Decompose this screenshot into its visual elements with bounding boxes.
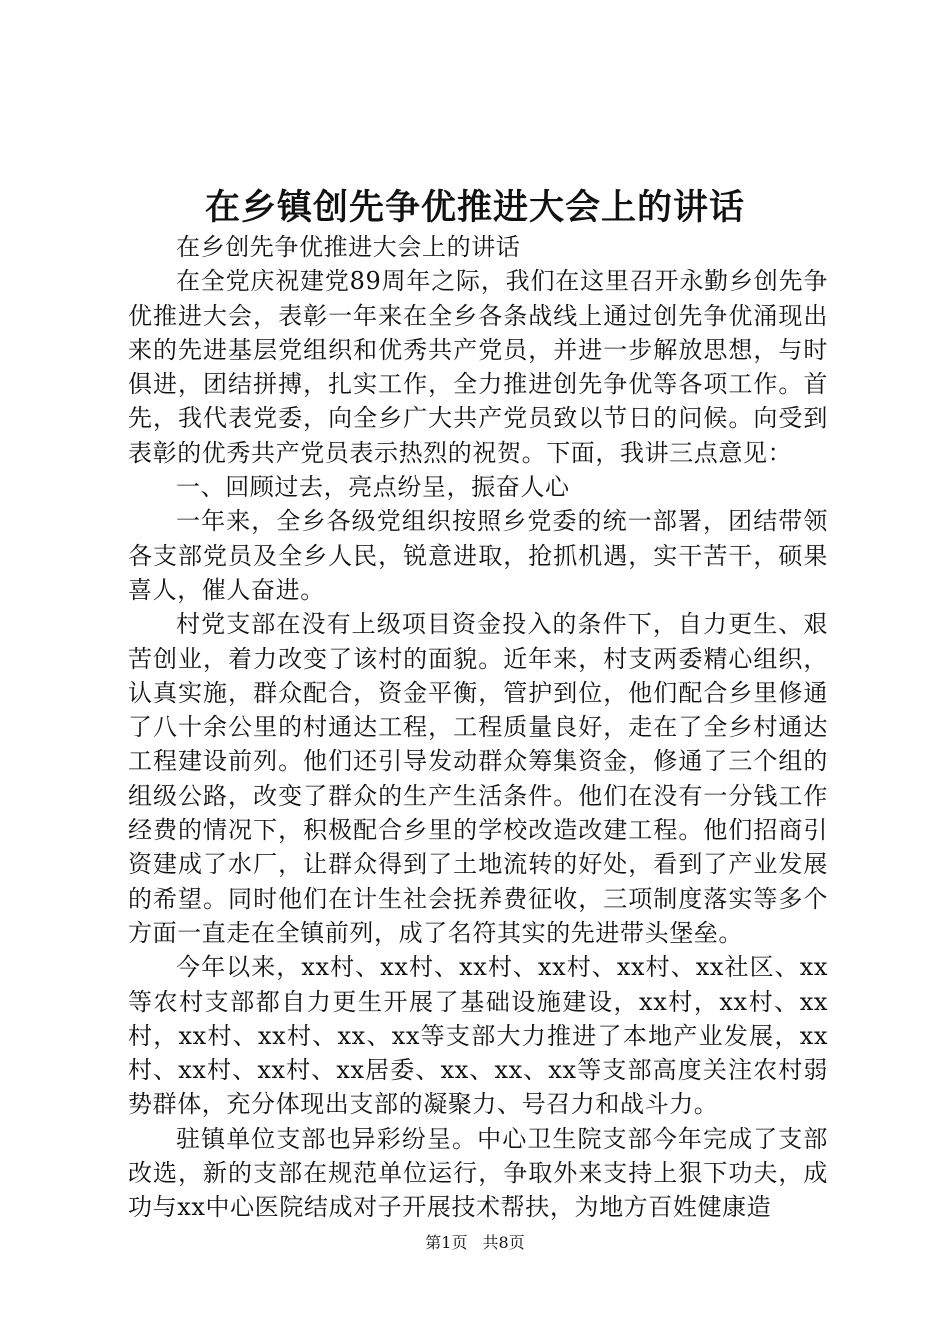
body-paragraph: 今年以来，xx村、xx村、xx村、xx村、xx村、xx社区、xx等农村支部都自力更生开展了基础设施建设，xx村，xx村、xx村，xx村、xx村、xx、xx等支部大力推进了本地产业发展，xx村、xx村、xx村、xx居委、xx、xx、xx等支部高度关注农村弱势群体，充分体现出支部的凝聚力、号召力和战斗力。 bbox=[128, 953, 828, 1119]
document-body bbox=[128, 230, 828, 1225]
document-title: 在乡镇创先争优推进大会上的讲话 bbox=[204, 187, 745, 228]
section-heading: 一、回顾过去，亮点纷呈，振奋人心 bbox=[176, 473, 570, 502]
intro-paragraph: 在全党庆祝建党89周年之际，我们在这里召开永勤乡创先争优推进大会，表彰一年来在全乡各条战线上通过创先争优涌现出来的先进基层党组织和优秀共产党员，并进一步解放思想，与时俱进，团结拼搏，扎实工作，全力推进创先争优等各项工作。首先，我代表党委，向全乡广大共产党员致以节日的问候。向受到表彰的优秀共产党员表示热烈的祝贺。下面，我讲三点意见： bbox=[128, 267, 828, 467]
page-footer bbox=[0, 1232, 950, 1254]
body-paragraph: 驻镇单位支部也异彩纷呈。中心卫生院支部今年完成了支部改选，新的支部在规范单位运行，争取外来支持上狠下功夫，成功与xx中心医院结成对子开展技术帮扶，为地方百姓健康造 bbox=[128, 1124, 828, 1222]
page-number: 第1页 bbox=[425, 1233, 468, 1252]
page-total: 共8页 bbox=[482, 1233, 525, 1252]
subtitle-paragraph: 在乡创先争优推进大会上的讲话 bbox=[176, 233, 521, 261]
body-paragraph: 村党支部在没有上级项目资金投入的条件下，自力更生、艰苦创业，着力改变了该村的面貌。近年来，村支两委精心组织，认真实施，群众配合，资金平衡，管护到位，他们配合乡里修通了八十余公里的村通达工程，工程质量良好，走在了全乡村通达工程建设前列。他们还引导发动群众筹集资金，修通了三个组的组级公路，改变了群众的生产生活条件。他们在没有一分钱工作经费的情况下，积极配合乡里的学校改造改建工程。他们招商引资建成了水厂，让群众得到了土地流转的好处，看到了产业发展的希望。同时他们在计生社会抚养费征收，三项制度落实等多个方面一直走在全镇前列，成了名符其实的先进带头堡垒。 bbox=[128, 610, 828, 947]
body-paragraph: 一年来，全乡各级党组织按照乡党委的统一部署，团结带领各支部党员及全乡人民，锐意进取，抢抓机遇，实干苦干，硕果喜人，催人奋进。 bbox=[128, 507, 828, 604]
